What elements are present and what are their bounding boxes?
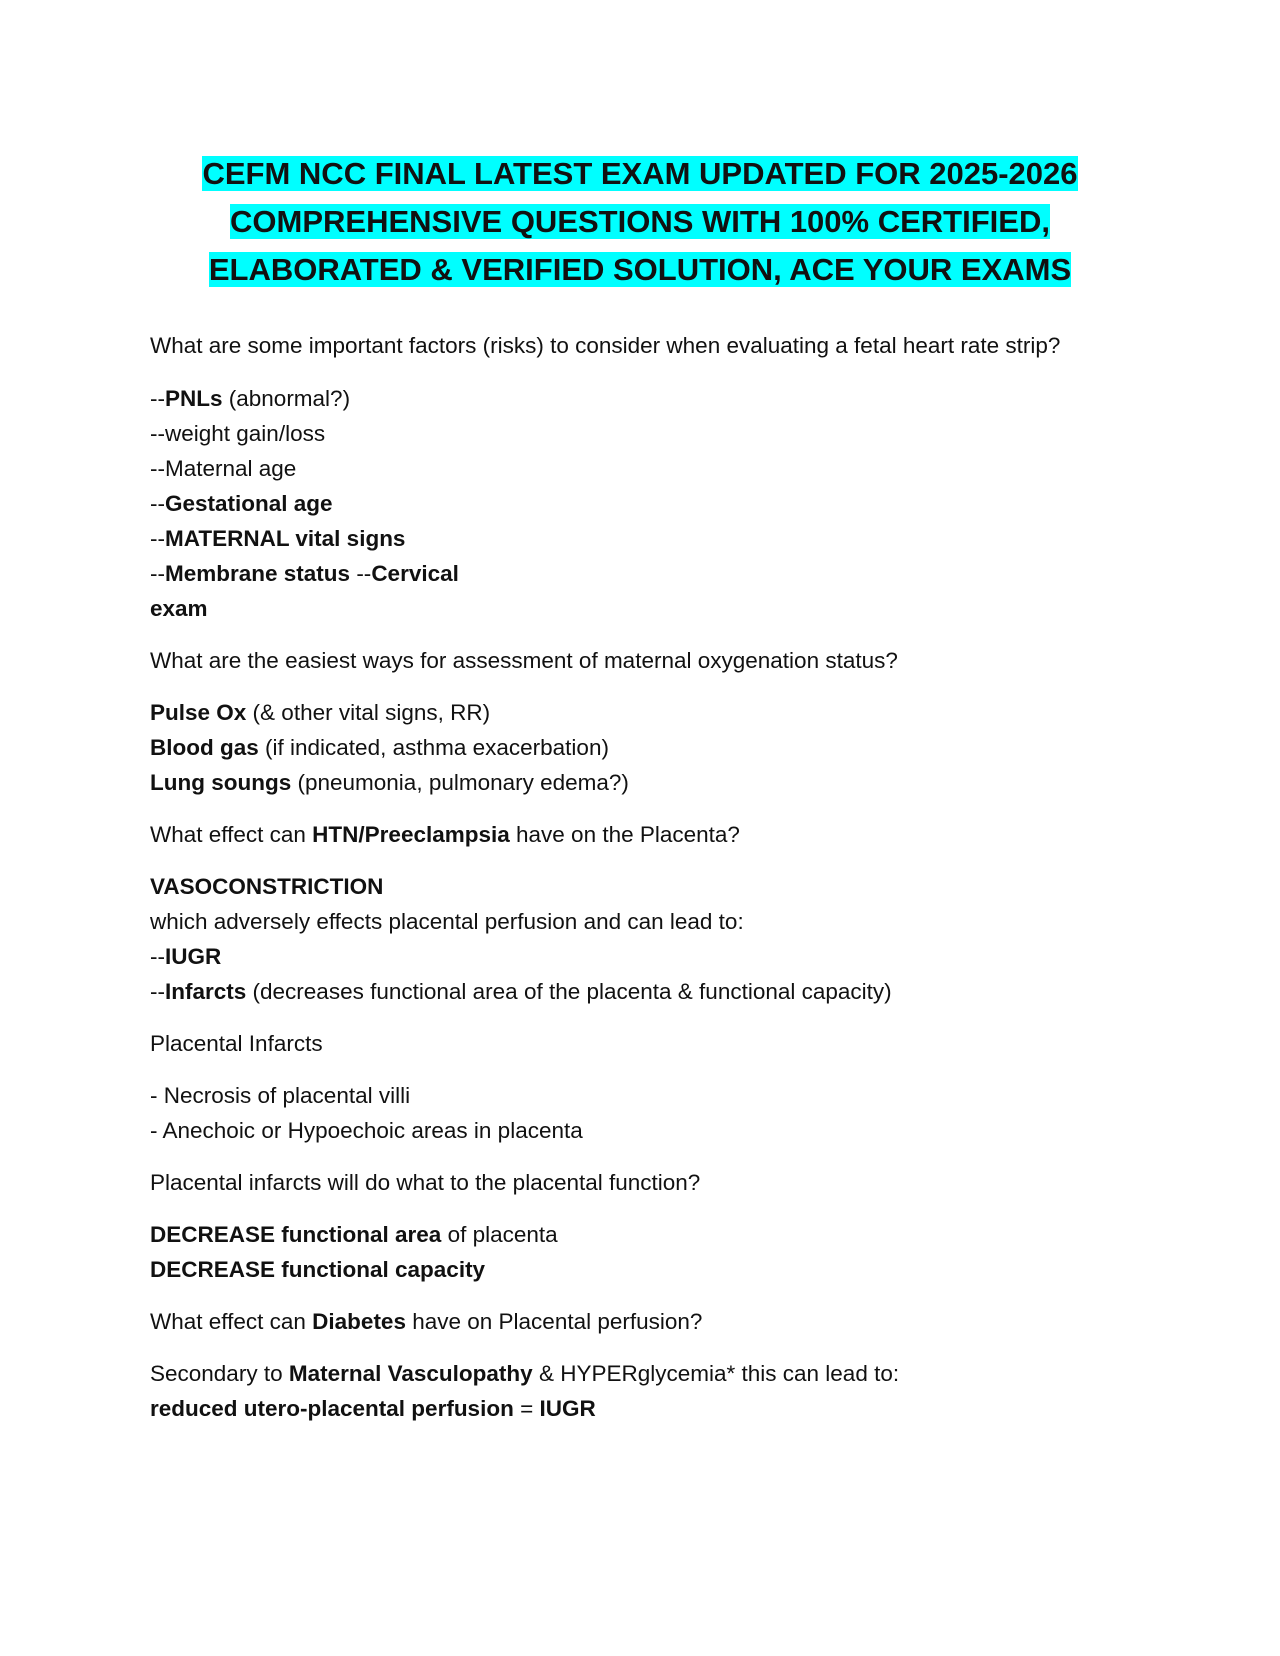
document-title	[140, 150, 1140, 294]
document-body	[150, 328, 1150, 1426]
question-3: What effect can HTN/Preeclampsia have on the Placenta?	[150, 822, 740, 847]
answer-line: DECREASE functional area of placenta	[150, 1222, 558, 1247]
answer-line: Pulse Ox (& other vital signs, RR)	[150, 700, 491, 725]
answer-line: --Membrane status --Cervical	[150, 561, 459, 586]
answer-line: exam	[150, 596, 208, 621]
answer-3	[150, 869, 1150, 1009]
answer-line: Blood gas (if indicated, asthma exacerbation)	[150, 735, 609, 760]
answer-5	[150, 1217, 1150, 1287]
answer-2	[150, 695, 1150, 800]
answer-4	[150, 1078, 1150, 1148]
answer-line: - Necrosis of placental villi	[150, 1083, 411, 1108]
answer-line: Lung soungs (pneumonia, pulmonary edema?)	[150, 770, 629, 795]
answer-line: --Gestational age	[150, 491, 333, 516]
answer-line: - Anechoic or Hypoechoic areas in placenta	[150, 1118, 583, 1143]
answer-line: Secondary to Maternal Vasculopathy & HYPERglycemia* this can lead to:	[150, 1361, 900, 1386]
answer-line: --Infarcts (decreases functional area of the placenta & functional capacity)	[150, 979, 892, 1004]
title-line-1: CEFM NCC FINAL LATEST EXAM UPDATED FOR 2025-2026	[202, 156, 1078, 191]
answer-line: --Maternal age	[150, 456, 297, 481]
answer-line: --IUGR	[150, 944, 222, 969]
question-1: What are some important factors (risks) to consider when evaluating a fetal heart rate strip?	[150, 333, 1061, 358]
answer-line: VASOCONSTRICTION	[150, 874, 384, 899]
title-line-3: ELABORATED & VERIFIED SOLUTION, ACE YOUR EXAMS	[208, 252, 1072, 287]
answer-1	[150, 381, 1150, 626]
question-6: What effect can Diabetes have on Placental perfusion?	[150, 1309, 703, 1334]
question-2: What are the easiest ways for assessment of maternal oxygenation status?	[150, 648, 898, 673]
question-5: Placental infarcts will do what to the placental function?	[150, 1170, 701, 1195]
answer-line: --MATERNAL vital signs	[150, 526, 406, 551]
answer-line: reduced utero-placental perfusion = IUGR	[150, 1396, 596, 1421]
answer-line: DECREASE functional capacity	[150, 1257, 486, 1282]
title-line-2: COMPREHENSIVE QUESTIONS WITH 100% CERTIFIED,	[230, 204, 1050, 239]
answer-line: --PNLs (abnormal?)	[150, 386, 351, 411]
answer-line: which adversely effects placental perfusion and can lead to:	[150, 909, 744, 934]
answer-6	[150, 1356, 1150, 1426]
answer-line: --weight gain/loss	[150, 421, 326, 446]
question-4: Placental Infarcts	[150, 1031, 323, 1056]
